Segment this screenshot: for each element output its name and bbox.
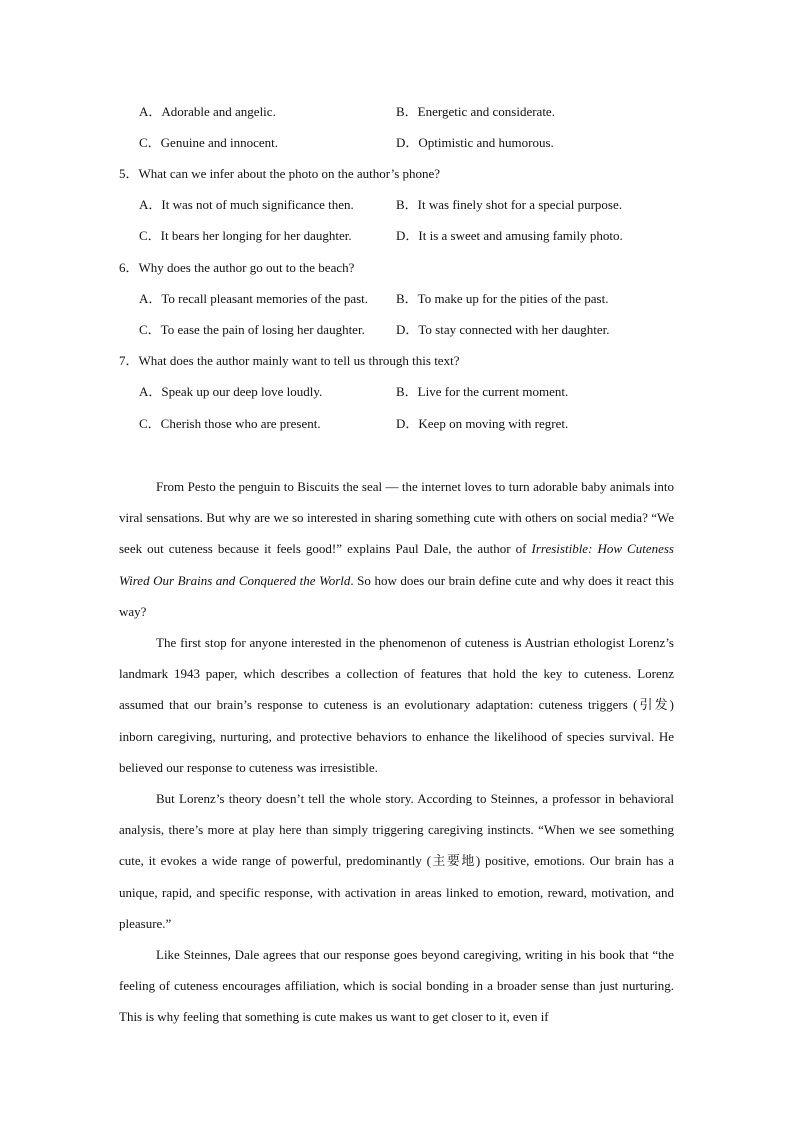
q5-stem: 5．What can we infer about the photo on the author’s phone? <box>119 166 441 181</box>
passage-paragraph-2: The first stop for anyone interested in the phenomenon of cuteness is Austrian ethologist Lorenz’s landmark 1943 paper, which describes a collection of features that hold the key to cuteness. Lorenz assumed that our brain’s response to cuteness is an evolutionary adaptation: cuteness triggers (引发) inborn caregiving, nurturing, and protective behaviors to enhance the likelihood of species survival. He believed our response to cuteness was irresistible. <box>119 635 674 775</box>
q6-option-b[interactable]: B．To make up for the pities of the past. <box>396 291 609 306</box>
q7-option-a[interactable]: A．Speak up our deep love loudly. <box>139 384 323 399</box>
passage-paragraph-4: Like Steinnes, Dale agrees that our response goes beyond caregiving, writing in his book that “the feeling of cuteness encourages affiliation, which is social bonding in a broader sense than just nurturing. This is why feeling that something is cute makes us want to get closer to it, even if <box>119 947 674 1025</box>
q5-option-d[interactable]: D．It is a sweet and amusing family photo. <box>396 228 623 243</box>
q4-option-b[interactable]: B．Energetic and considerate. <box>396 104 555 119</box>
q6-options-row-1 <box>139 289 699 309</box>
q4-option-d[interactable]: D．Optimistic and humorous. <box>396 135 554 150</box>
q5-option-a[interactable]: A．It was not of much significance then. <box>139 197 354 212</box>
q6-stem: 6．Why does the author go out to the beach? <box>119 260 355 275</box>
q6-option-a[interactable]: A．To recall pleasant memories of the past. <box>139 291 369 306</box>
q7-options-row-2 <box>139 414 699 434</box>
book-title: Irresistible: How Cuteness Wired Our Brains and Conquered the World <box>119 541 674 588</box>
passage-paragraph-1: From Pesto the penguin to Biscuits the seal — the internet loves to turn adorable baby animals into viral sensations. But why are we so interested in sharing something cute with others on social media? “We seek out cuteness because it feels good!” explains Paul Dale, the author of Irresistible: How Cuteness Wired Our Brains and Conquered the World. So how does our brain define cute and why does it react this way? <box>119 479 674 619</box>
q6-options-row-2 <box>139 320 699 340</box>
reading-passage <box>119 471 674 1033</box>
q7-stem: 7．What does the author mainly want to tell us through this text? <box>119 353 460 368</box>
q4-option-c[interactable]: C．Genuine and innocent. <box>139 135 278 150</box>
passage-paragraph-3: But Lorenz’s theory doesn’t tell the whole story. According to Steinnes, a professor in behavioral analysis, there’s more at play here than simply triggering caregiving instincts. “When we see something cute, it evokes a wide range of powerful, predominantly (主要地) positive, emotions. Our brain has a unique, rapid, and specific response, with activation in areas linked to emotion, reward, motivation, and pleasure.” <box>119 791 674 931</box>
q5-option-c[interactable]: C．It bears her longing for her daughter. <box>139 228 352 243</box>
q4-options-row-2 <box>139 133 699 153</box>
q7-option-c[interactable]: C．Cherish those who are present. <box>139 416 321 431</box>
q6-option-d[interactable]: D．To stay connected with her daughter. <box>396 322 610 337</box>
q4-options-row-1 <box>139 102 699 122</box>
q5-options-row-2 <box>139 226 699 246</box>
q7-options-row-1 <box>139 382 699 402</box>
q5-options-row-1 <box>139 195 699 215</box>
q7-option-b[interactable]: B．Live for the current moment. <box>396 384 569 399</box>
q4-option-a[interactable]: A．Adorable and angelic. <box>139 104 276 119</box>
q7-option-d[interactable]: D．Keep on moving with regret. <box>396 416 569 431</box>
q6-option-c[interactable]: C．To ease the pain of losing her daughter. <box>139 322 365 337</box>
q5-option-b[interactable]: B．It was finely shot for a special purpose. <box>396 197 623 212</box>
